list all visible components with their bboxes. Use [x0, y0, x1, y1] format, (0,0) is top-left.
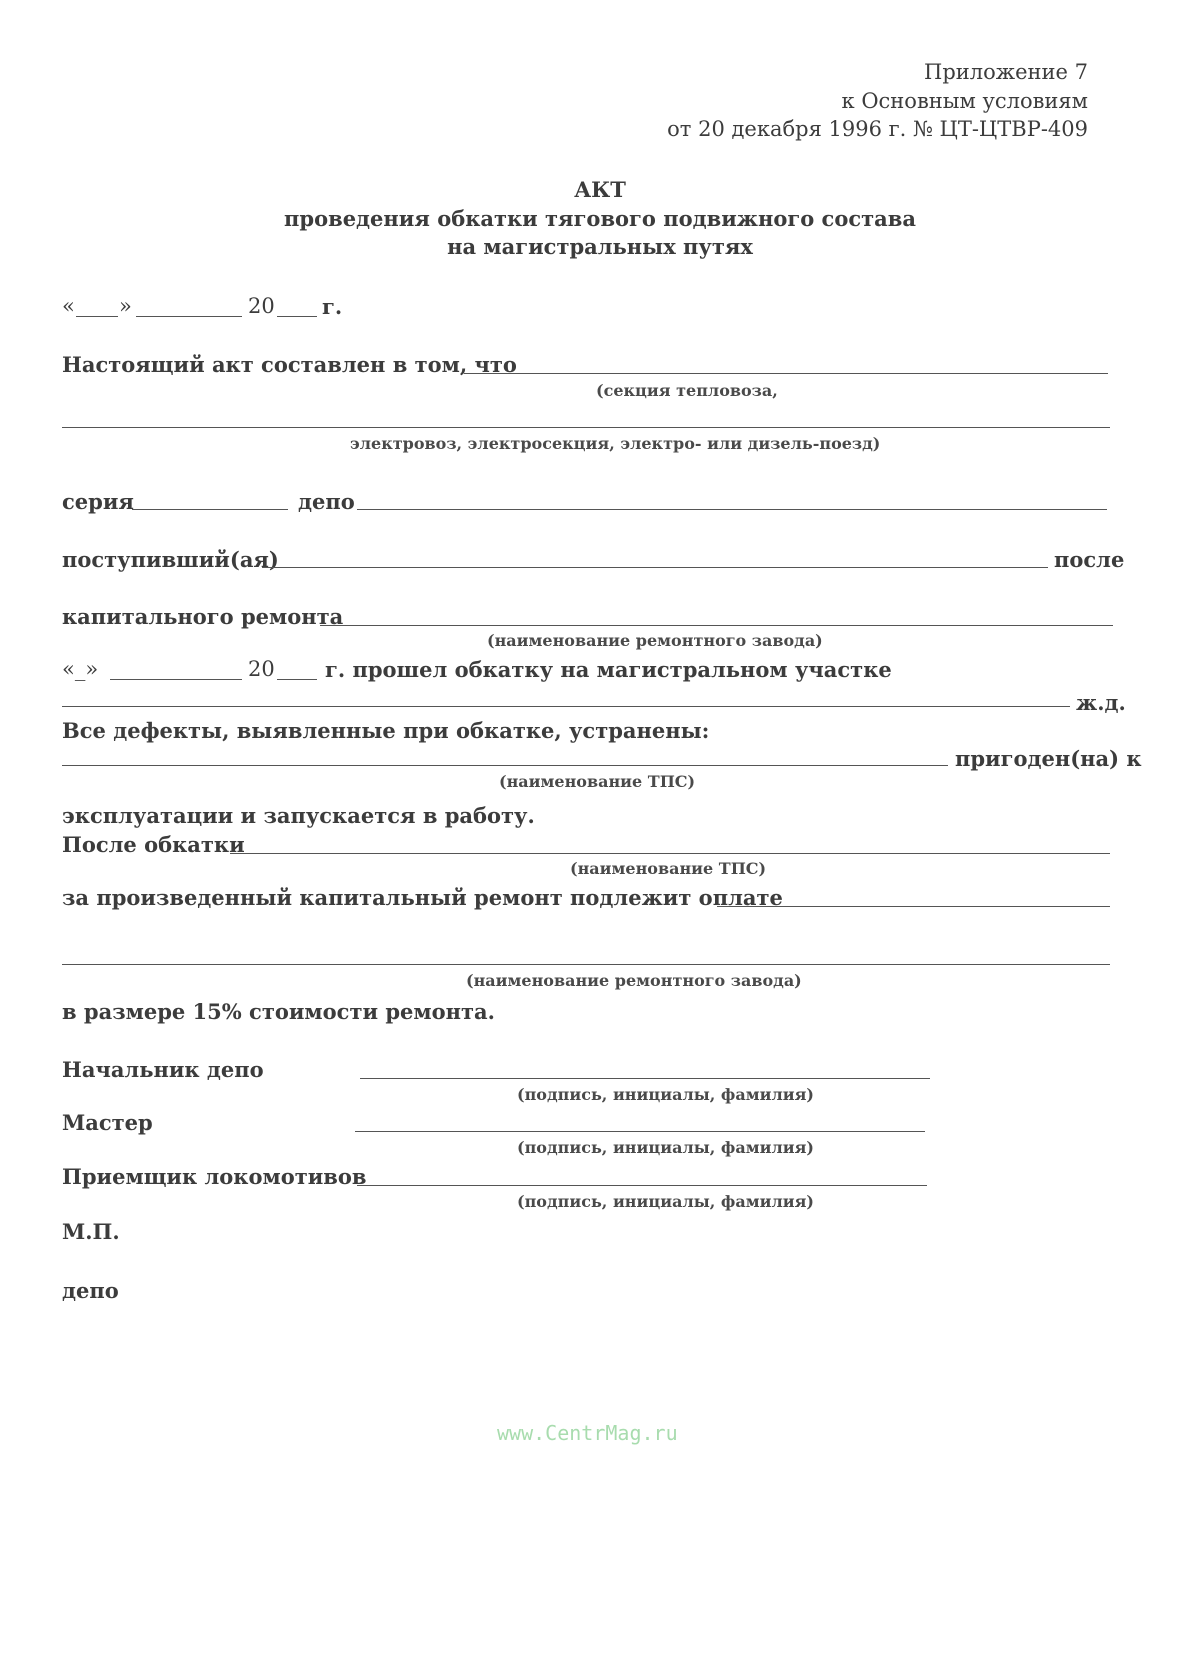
- date-open-quote: «: [62, 294, 75, 318]
- year-field[interactable]: [277, 316, 317, 317]
- vehicle-type-field[interactable]: [62, 427, 1110, 428]
- repair-plant-hint: (наименование ремонтного завода): [487, 631, 823, 650]
- signature-role-acceptor: Приемщик локомотивов: [62, 1164, 367, 1189]
- date2-year-prefix: 20: [248, 657, 275, 681]
- signature-hint-master: (подпись, инициалы, фамилия): [517, 1138, 814, 1157]
- depot-label: депо: [298, 489, 355, 514]
- day-field[interactable]: [76, 316, 118, 317]
- signature-hint-head: (подпись, инициалы, фамилия): [517, 1085, 814, 1104]
- date2-year-field[interactable]: [277, 679, 317, 680]
- depot-field[interactable]: [357, 509, 1107, 510]
- appendix-label: Приложение 7: [924, 60, 1088, 84]
- tps-name-field-2[interactable]: [230, 853, 1110, 854]
- document-title: АКТ: [574, 177, 626, 202]
- arrived-label: поступивший(ая): [62, 547, 279, 572]
- year-prefix: 20: [248, 294, 275, 318]
- month-field[interactable]: [136, 316, 242, 317]
- date2-quote: «_»: [62, 657, 99, 681]
- section-field[interactable]: [464, 373, 1108, 374]
- year-suffix: г.: [322, 294, 343, 319]
- order-reference: от 20 декабря 1996 г. № ЦТ-ЦТВР-409: [667, 117, 1088, 141]
- passed-text: г. прошел обкатку на магистральном участке: [325, 657, 892, 682]
- after-run-label: После обкатки: [62, 832, 245, 857]
- tps-name-hint-2: (наименование ТПС): [570, 859, 767, 878]
- operation-text: эксплуатации и запускается в работу.: [62, 803, 535, 828]
- series-label: серия: [62, 489, 134, 514]
- stamp-label: М.П.: [62, 1219, 120, 1244]
- conditions-label: к Основным условиям: [841, 89, 1088, 113]
- after-label: после: [1054, 547, 1125, 572]
- section-route-field[interactable]: [62, 706, 1070, 707]
- intro-text: Настоящий акт составлен в том, что: [62, 352, 517, 377]
- signature-hint-acceptor: (подпись, инициалы, фамилия): [517, 1192, 814, 1211]
- signature-role-head: Начальник депо: [62, 1057, 264, 1082]
- document-subtitle-2: на магистральных путях: [447, 234, 753, 259]
- payment-plant-field[interactable]: [62, 964, 1110, 965]
- date-close-quote: »: [119, 294, 132, 318]
- section-hint: (секция тепловоза,: [596, 381, 778, 400]
- repair-plant-field[interactable]: [320, 625, 1113, 626]
- amount-text: в размере 15% стоимости ремонта.: [62, 999, 495, 1024]
- payment-text: за произведенный капитальный ремонт подлежит оплате: [62, 885, 783, 910]
- tps-name-field[interactable]: [62, 765, 948, 766]
- vehicle-type-hint: электровоз, электросекция, электро- или дизель-поезд): [350, 434, 881, 453]
- signature-field-head[interactable]: [360, 1078, 930, 1079]
- fit-label: пригоден(на) к: [955, 746, 1142, 771]
- document-subtitle-1: проведения обкатки тягового подвижного состава: [284, 206, 916, 231]
- signature-role-master: Мастер: [62, 1110, 153, 1135]
- defects-text: Все дефекты, выявленные при обкатке, устранены:: [62, 718, 710, 743]
- payment-plant-hint: (наименование ремонтного завода): [466, 971, 802, 990]
- footer-depot-label: депо: [62, 1278, 119, 1303]
- tps-name-hint: (наименование ТПС): [499, 772, 696, 791]
- series-field[interactable]: [132, 509, 288, 510]
- signature-field-master[interactable]: [355, 1131, 925, 1132]
- arrived-field[interactable]: [262, 567, 1048, 568]
- capital-repair-label: капитального ремонта: [62, 604, 344, 629]
- signature-field-acceptor[interactable]: [357, 1185, 927, 1186]
- payment-field[interactable]: [717, 906, 1110, 907]
- watermark: www.CentrMag.ru: [497, 1421, 678, 1445]
- railway-label: ж.д.: [1076, 690, 1126, 715]
- date2-month-field[interactable]: [110, 679, 242, 680]
